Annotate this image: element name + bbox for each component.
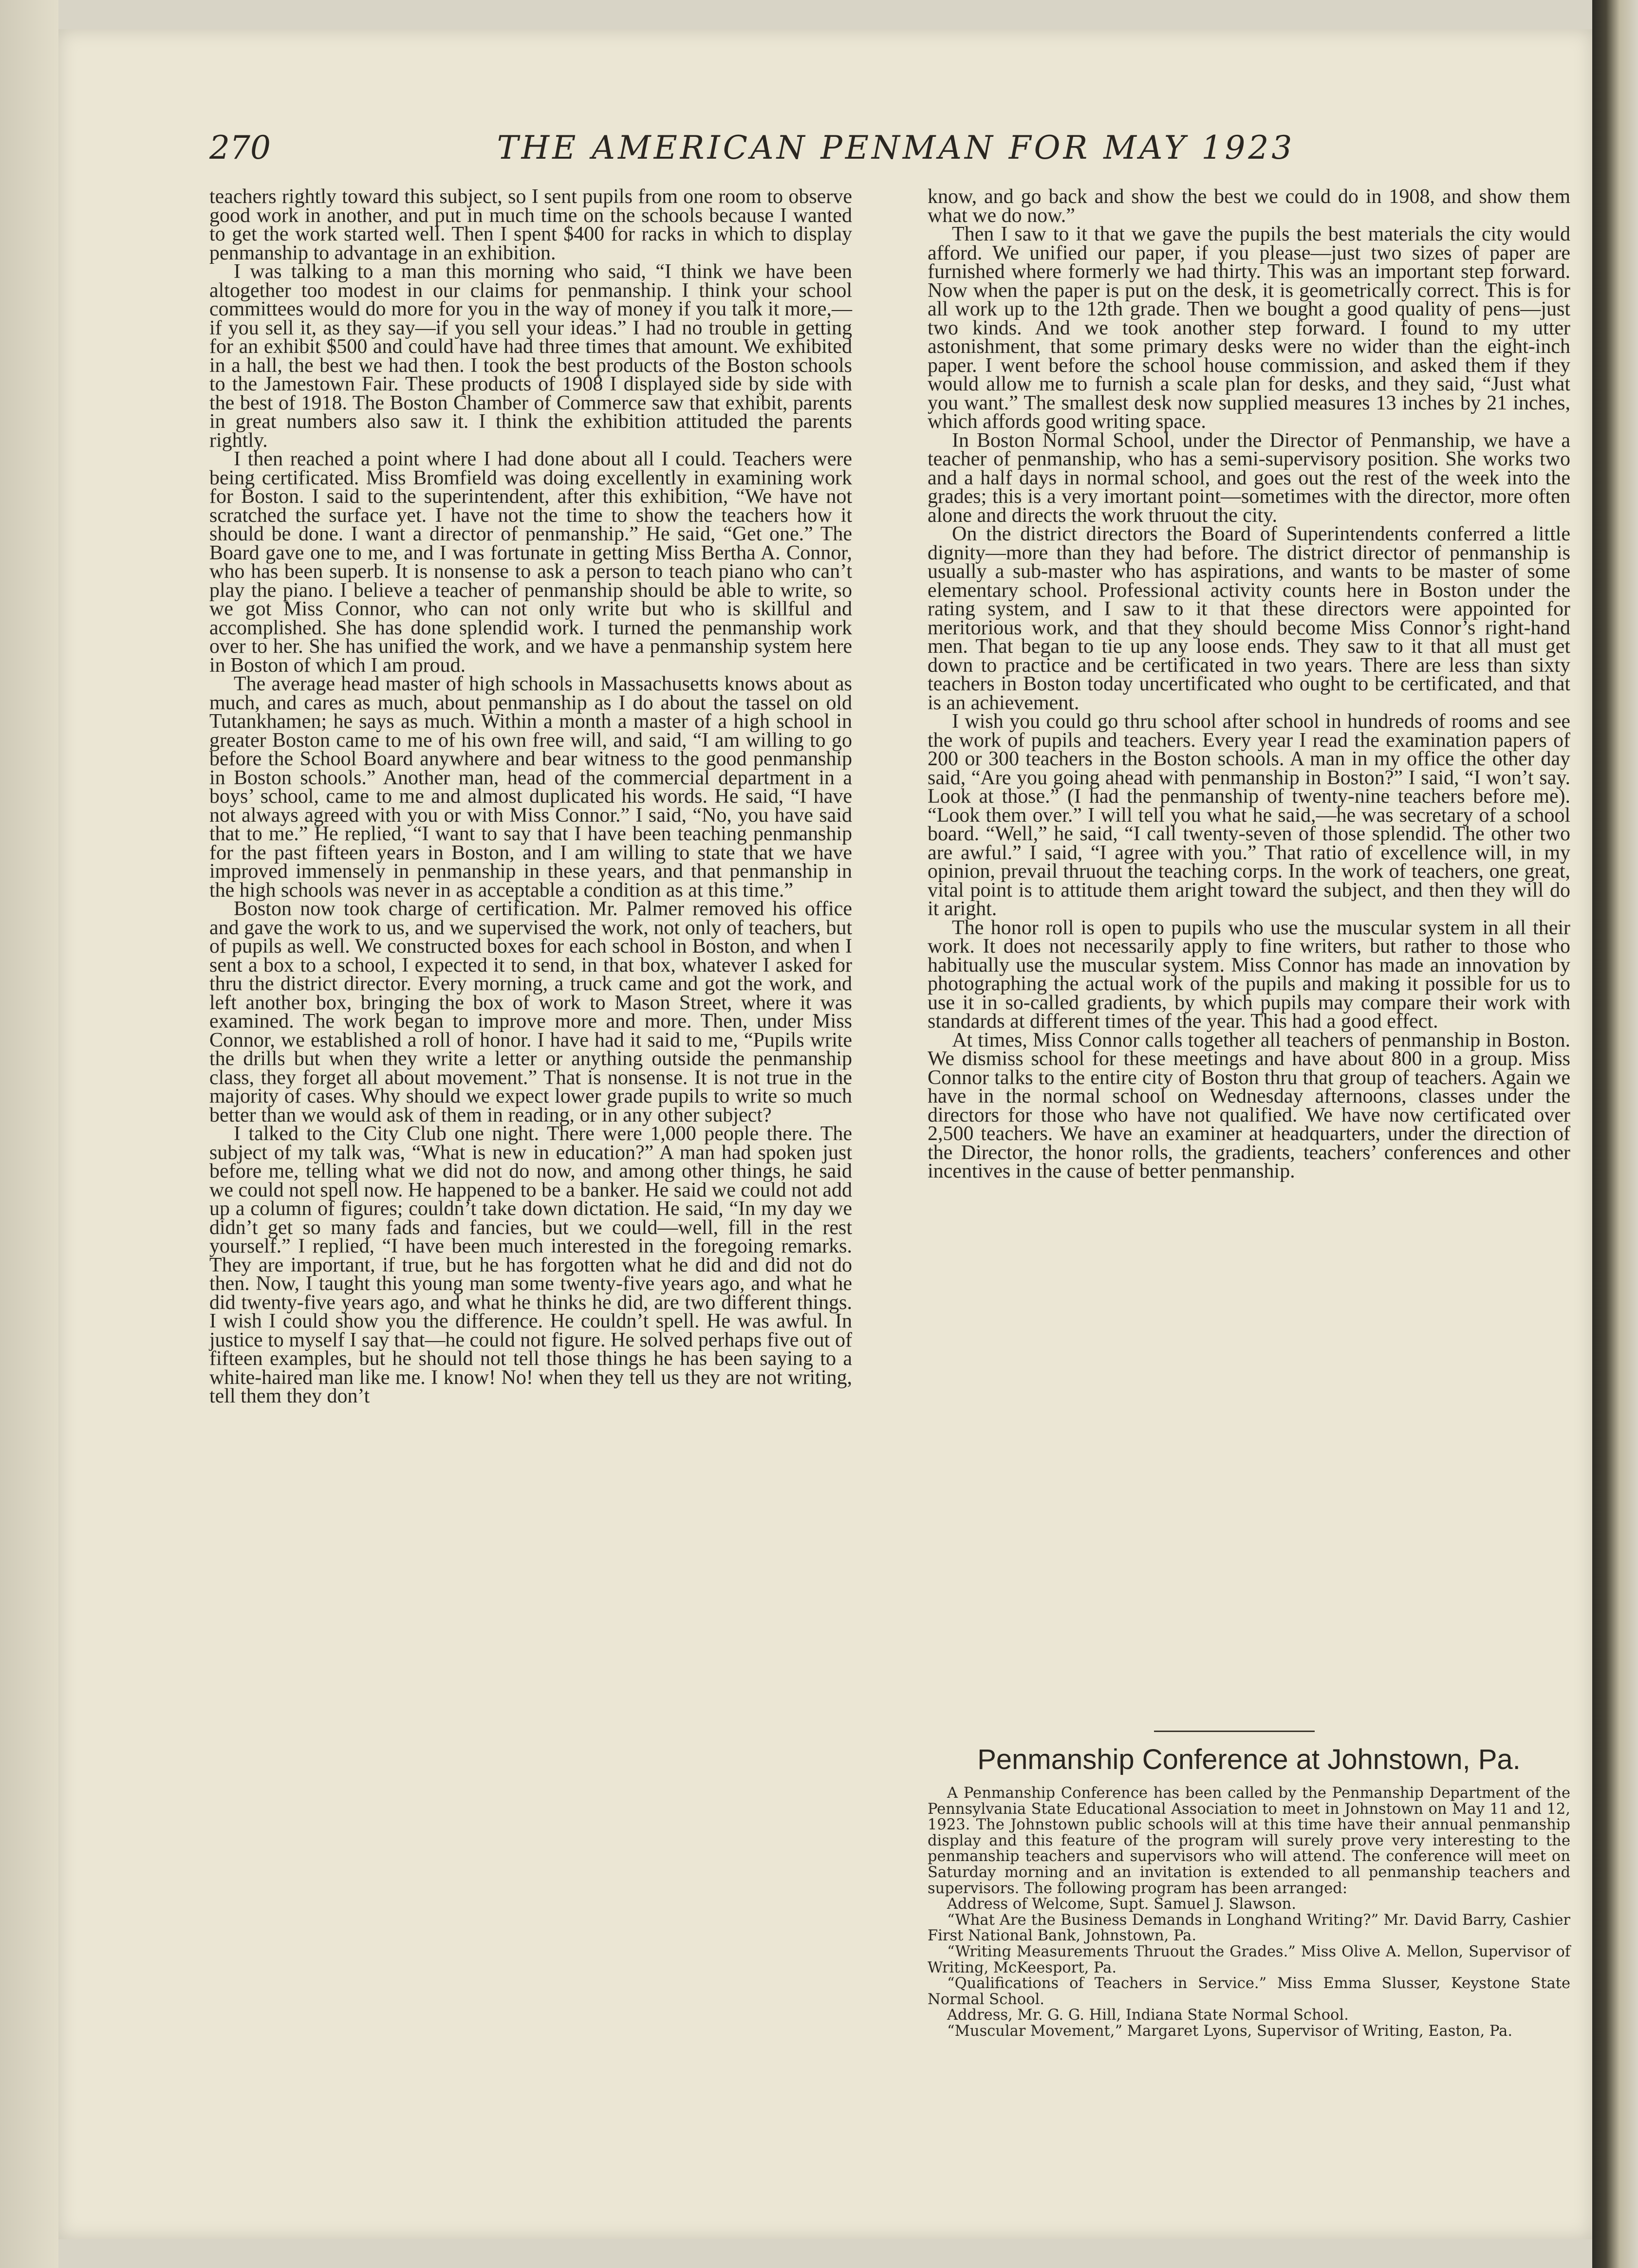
conference-paragraph: A Penmanship Conference has been called by the Penmanship Department of the Pennsylvania State Educational Association to meet in Johnstown on May 11 and 12, 1923. The Johnstown public schools will at this time have their annual penmanship display and this feature of the program will surely prove very interesting to the penmanship teachers and supervisors who will attend. The conference will meet on Saturday morning and an invitation is extended to all penmanship teachers and supervisors. The following program has been arranged: bbox=[928, 1785, 1570, 1897]
paragraph: Boston now took charge of certification. Mr. Palmer removed his office and gave the work to us, and we supervised the work, not only of teachers, but of pupils as well. We constructed boxes for each school in Boston, and when I sent a box to a school, I expected it to send, in that box, whatever I asked for thru the district director. Every morning, a truck came and got the work, and left another box, bringing the box of work to Mason Street, where it was examined. The work began to improve more and more. Then, under Miss Connor, we established a roll of honor. I have had it said to me, “Pupils write the drills but when they write a letter or anything outside the penmanship class, they forget all about movement.” That is nonsense. It is not true in the majority of cases. Why should we expect lower grade pupils to write so much better than we would ask of them in reading, or in any other subject? bbox=[209, 898, 852, 1126]
paragraph: Then I saw to it that we gave the pupils the best materials the city would afford. We unified our paper, if you please—just two sizes of paper are furnished where formerly we had thirty. This was an important step forward. Now when the paper is put on the desk, it is geometrically correct. This is for all work up to the 12th grade. Then we bought a good quality of pens—just two kinds. And we took another step forward. I found to my utter astonishment, that some primary desks were no wider than the eight-inch paper. I went before the school house commission, and asked them if they would allow me to furnish a scale plan for desks, and they said, “Just what you want.” The smallest desk now supplied measures 13 inches by 21 inches, which affords good writing space. bbox=[928, 223, 1570, 433]
article-column-right bbox=[928, 187, 1570, 1181]
paragraph: At times, Miss Connor calls together all teachers of penmanship in Boston. We dismiss school for these meetings and have about 800 in a group. Miss Connor talks to the entire city of Boston thru that group of teachers. Again we have in the normal school on Wednesday afternoons, classes under the directors for those who have not qualified. We have now certificated over 2,500 teachers. We have an examiner at headquarters, under the direction of the Director, the honor rolls, the gradients, teachers’ conferences and other incentives in the cause of better penmanship. bbox=[928, 1029, 1570, 1182]
book-spine-shadow bbox=[1592, 0, 1638, 2268]
page-header bbox=[209, 129, 1582, 178]
paragraph: I talked to the City Club one night. There were 1,000 people there. The subject of my talk was, “What is new in education?” A man had spoken just before me, telling what we did not do now, and among other things, he said we could not spell now. He happened to be a banker. He said we could not add up a column of figures; couldn’t take down dictation. He said, “In my day we didn’t get so many fads and fancies, but we could—well, fill in the rest yourself.” I replied, “I have been much interested in the foregoing remarks. They are important, if true, but he has forgotten what he did and did not do then. Now, I taught this young man some twenty-five years ago, and what he did twenty-five years ago, and what he thinks he did, are two different things. I wish I could show you the difference. He couldn’t spell. He was awful. In justice to myself I say that—he could not figure. He solved perhaps five out of fifteen examples, but he should not tell those things he has been saying to a white-haired man like me. I know! No! when they tell us they are not writing, tell them they don’t bbox=[209, 1123, 852, 1407]
paragraph: know, and go back and show the best we could do in 1908, and show them what we do now.” bbox=[928, 185, 1570, 227]
paragraph: I was talking to a man this morning who said, “I think we have been altogether too modest in our claims for penmanship. I think your school committees would do more for you in the way of money if you talk it more,—if you sell it, as they say—if you sell your ideas.” I had no trouble in getting for an exhibit $500 and could have had three times that amount. We exhibited in a hall, the best we had then. I took the best products of the Boston schools to the Jamestown Fair. These products of 1908 I displayed side by side with the best of 1918. The Boston Chamber of Commerce saw that exhibit, parents in great numbers also saw it. I think the exhibition attituded the parents rightly. bbox=[209, 260, 852, 452]
paragraph: In Boston Normal School, under the Director of Penmanship, we have a teacher of penmanship, who has a semi-supervisory position. She works two and a half days in normal school, and goes out the rest of the week into the grades; this is a very imortant point—sometimes with the director, more often alone and directs the work thruout the city. bbox=[928, 429, 1570, 527]
program-item: “Muscular Movement,” Margaret Lyons, Supervisor of Writing, Easton, Pa. bbox=[947, 2022, 1513, 2040]
conference-body bbox=[928, 1786, 1570, 2040]
program-item: “Qualifications of Teachers in Service.” Miss Emma Slusser, Keystone State Normal School. bbox=[928, 1975, 1570, 2008]
conference-title: Penmanship Conference at Johnstown, Pa. bbox=[977, 1744, 1521, 1775]
article-column-left bbox=[209, 187, 852, 1406]
paragraph: I wish you could go thru school after school in hundreds of rooms and see the work of pupils and teachers. Every year I read the examination papers of 200 or 300 teachers in the Boston schools. A man in my office the other day said, “Are you going ahead with penmanship in Boston?” I said, “I won’t say. Look at those.” (I had the penmanship of twenty-nine teachers before me). “Look them over.” I will tell you what he said,—he was secretary of a school board. “Well,” he said, “I call twenty-seven of those splendid. The other two are awful.” I said, “I agree with you.” That ratio of excellence will, in my opinion, prevail thruout the teaching corps. In the work of teachers, one great, vital point is to attitude them aright toward the subject, and then they will do it aright. bbox=[928, 710, 1570, 920]
paragraph: The average head master of high schools in Massachusetts knows about as much, and cares as much, about penmanship as I do about the tassel on old Tutankhamen; he says as much. Within a month a master of a high school in greater Boston came to me of his own free will, and said, “I am willing to go before the School Board anywhere and bear witness to the good penmanship in Boston schools.” Another man, head of the commercial department in a boys’ school, came to me and almost duplicated his words. He said, “I have not always agreed with you or with Miss Connor.” I said, “No, you have said that to me.” He replied, “I want to say that I have been teaching penmanship for the past fifteen years in Boston, and I am willing to state that we have improved immensely in penmanship in these years, and that penmanship in the high schools was never in as acceptable a condition as at this time.” bbox=[209, 673, 852, 902]
page-left-margin bbox=[0, 0, 58, 2268]
paragraph: On the district directors the Board of Superintendents conferred a little dignity—more than they had before. The district director of penmanship is usually a sub-master who has aspirations, and wants to be master of some elementary school. Professional activity counts here in Boston under the rating system, and I saw to it that these directors were appointed for meritorious work, and that they should become Miss Connor’s right-hand men. That began to tie up any loose ends. They saw to it that all must get down to practice and be certificated in two years. There are less than sixty teachers in Boston today uncertificated who ought to be certificated, and that is an achievement. bbox=[928, 523, 1570, 714]
program-item: Address of Welcome, Supt. Samuel J. Slawson. bbox=[947, 1896, 1296, 1913]
conference-notice bbox=[928, 1743, 1570, 2040]
paragraph: The honor roll is open to pupils who use the muscular system in all their work. It does not necessarily apply to fine writers, but rather to those who habitually use the muscular system. Miss Connor has made an innovation by photographing the actual work of the pupils and making it possible for us to use it in so-called gradients, by which pupils may compare their work with standards at different times of the year. This had a good effect. bbox=[928, 916, 1570, 1033]
program-item: “What Are the Business Demands in Longhand Writing?” Mr. David Barry, Cashier First National Bank, Johnstown, Pa. bbox=[928, 1911, 1570, 1945]
section-divider bbox=[1154, 1731, 1315, 1732]
page-number: 270 bbox=[209, 129, 271, 166]
running-head: THE AMERICAN PENMAN FOR MAY 1923 bbox=[497, 129, 1295, 166]
program-item: Address, Mr. G. G. Hill, Indiana State Normal School. bbox=[947, 2007, 1349, 2024]
paragraph: teachers rightly toward this subject, so I sent pupils from one room to observe good work in another, and put in much time on the schools because I wanted to get the work started well. Then I spent $400 for racks in which to display penmanship to advantage in an exhibition. bbox=[209, 185, 852, 264]
paragraph: I then reached a point where I had done about all I could. Teachers were being certificated. Miss Bromfield was doing excellently in examining work for Boston. I said to the superintendent, after this exhibition, “We have not scratched the surface yet. I have not the time to show the teachers how it should be done. I want a director of penmanship.” He said, “Get one.” The Board gave one to me, and I was fortunate in getting Miss Bertha A. Connor, who has been superb. It is nonsense to ask a person to teach piano who can’t play the piano. I believe a teacher of penmanship should be able to write, so we got Miss Connor, who can not only write but who is skillful and accomplished. She has done splendid work. I turned the penmanship work over to her. She has unified the work, and we have a penmanship system here in Boston of which I am proud. bbox=[209, 448, 852, 677]
program-item: “Writing Measurements Thruout the Grades.” Miss Olive A. Mellon, Supervisor of Writing, McKeesport, Pa. bbox=[928, 1943, 1570, 1976]
